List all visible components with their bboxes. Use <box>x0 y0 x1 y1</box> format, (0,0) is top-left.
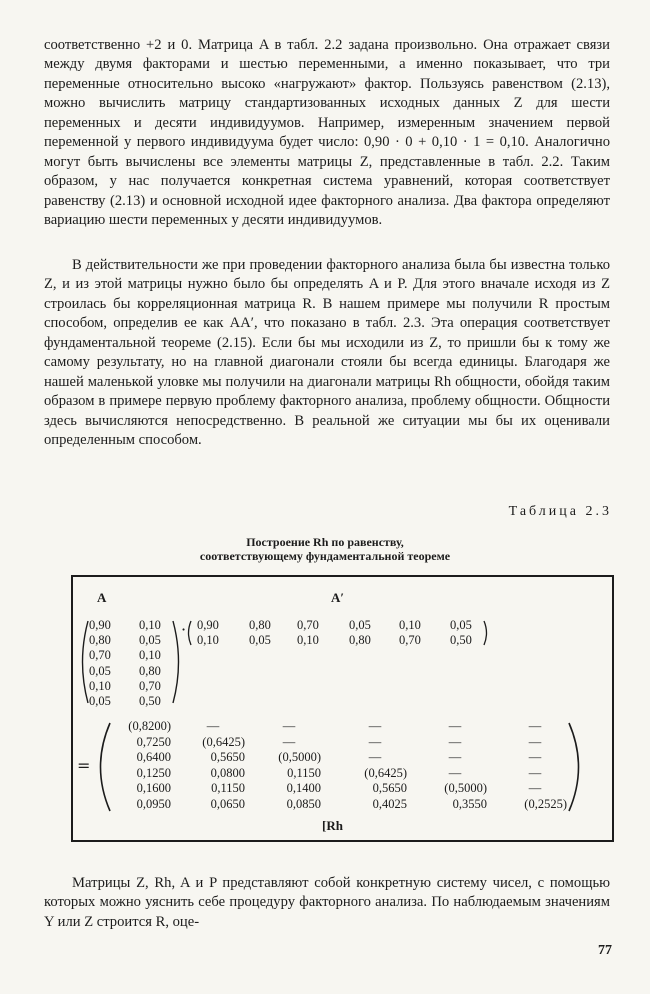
matrix-A-cell: 0,05 <box>89 694 111 708</box>
matrix-A-prime-cell: 0,10 <box>297 633 319 648</box>
matrix-A-prime-cell: 0,80 <box>249 618 271 632</box>
matrix-rh-cell: 0,6400 <box>136 750 171 765</box>
matrix-rh-cell: 0,4025 <box>372 797 407 811</box>
matrix-rh-cell: 0,0950 <box>136 797 171 811</box>
matrix-rh-cell: — <box>448 765 462 780</box>
paragraph-2 <box>44 256 610 451</box>
matrix-rh-cell: 0,1600 <box>136 781 171 796</box>
matrix-A-cell: 0,10 <box>89 678 111 693</box>
a-left-paren <box>83 621 89 703</box>
table-label: Таблица 2.3 <box>508 504 612 519</box>
table-frame <box>71 575 614 842</box>
matrix-rh-cell: — <box>368 750 382 765</box>
matrix-A-prime-cell: 0,05 <box>349 618 371 632</box>
paragraph-1-text: соответственно +2 и 0. Матрица A в табл. 2.2 задана произвольно. Она отражает связи между двумя факторами и шестью переменными, а именно показывает, что три переменные относительно высоко «нагружают» фактор. Пользуясь равенством (2.13), можно вычислить матрицу стандартизованных исходных данных Z для шести переменных и десяти индивидуумов. Например, измеренным значением первой переменной у первого индивидуума будет число: 0,90 · 0 + 0,10 · 1 = 0,10. Аналогично могут быть вычислены все элементы матрицы Z, представленные в табл. 2.2. Таким образом, у нас получается конкретная система уравнений, которая соответствует равенству (2.13) и основной исходной идее факторного анализа. Два фактора определяют вариацию шести переменных у десяти индивидуумов. <box>44 37 610 229</box>
matrix-rh-cell: (0,8200) <box>128 719 171 733</box>
page-number: 77 <box>598 943 612 958</box>
matrix-rh-cell: 0,5650 <box>372 781 407 796</box>
matrix-rh-cell: 0,1400 <box>286 781 321 796</box>
matrix-rh-cell: 0,7250 <box>136 734 171 749</box>
matrix-rh-cell: — <box>448 750 462 765</box>
matrix-A-cell: 0,70 <box>89 648 111 663</box>
paragraph-3-text: Матрицы Z, Rh, A и P представляют собой конкретную систему чисел, с помощью которых можно уяснить себе процедуру факторного анализа. По наблюдаемым значениям Y или Z строится R, оце- <box>44 875 610 930</box>
matrix-A-cell: 0,50 <box>139 694 161 708</box>
paragraph-2-text: В действительности же при проведении факторного анализа была бы известна только Z, и из этой матрицы нужно было бы определять A и P. Для этого вначале исходя из Z строилась бы корреляционная матрица R. В нашем примере мы получили R простым способом, определив ее как AA′, что показано в табл. 2.3. Эта операция соответствует фундаментальной теореме (2.15). Если бы мы исходили из Z, то пришли бы к тому же самому результату, но на главной диагонали стояли бы всегда единицы. Благодаря же нашей маленькой уловке мы получили на диагонали матрицы Rh общности, обойдя таким образом в примере первую проблему факторного анализа, проблему общности. Общности здесь вычисляются непосредственно. В реальной же ситуации мы бы их оценивали определенным способом. <box>44 257 610 449</box>
matrix-rh-cell: 0,1250 <box>136 765 171 780</box>
matrix-rh-cell: 0,1150 <box>287 765 321 780</box>
matrix-A-cell: 0,10 <box>139 648 161 663</box>
matrix-rh-cell: — <box>368 734 382 749</box>
matrix-rh-cell: 0,3550 <box>452 797 487 811</box>
matrix-a-prime-label: A′ <box>331 590 345 605</box>
matrix-rh-cell: (0,6425) <box>202 734 245 749</box>
matrix-A-prime-cell: 0,05 <box>249 633 271 648</box>
matrix-rh-cell: — <box>368 719 382 733</box>
matrix-A-prime-cell: 0,70 <box>399 633 421 648</box>
table-title-line-2: соответствующему фундаментальной теореме <box>199 549 451 563</box>
rh-right-paren <box>569 723 579 811</box>
a-right-paren <box>173 621 179 703</box>
matrix-rh-cell: (0,6425) <box>364 765 407 780</box>
matrix-rh-cell: (0,5000) <box>278 750 321 765</box>
matrix-rh-cell: — <box>528 765 542 780</box>
paragraph-3 <box>44 874 610 932</box>
multiplication-dot: · <box>181 620 187 639</box>
matrix-rh-cell: 0,0650 <box>210 797 245 811</box>
matrix-rh-cell: — <box>528 781 542 796</box>
matrix-rh-cell: 0,0800 <box>210 765 245 780</box>
a-prime-left-paren <box>189 621 192 645</box>
matrix-rh-cell: — <box>448 719 462 733</box>
matrix-rh-cell: 0,5650 <box>210 750 245 765</box>
matrix-rh-cell: — <box>282 734 296 749</box>
a-prime-right-paren <box>484 621 487 645</box>
paragraph-1 <box>44 36 610 231</box>
matrix-rh-cell: (0,5000) <box>444 781 487 796</box>
matrix-a-label: A <box>97 590 107 605</box>
matrix-rh-cell: 0,1150 <box>211 781 245 796</box>
table-title-line-1: Построение Rh по равенству, <box>246 535 404 549</box>
matrix-rh-cell: — <box>528 750 542 765</box>
matrix-A-prime-cell: 0,05 <box>450 618 472 632</box>
matrix-A-cell: 0,80 <box>89 633 111 648</box>
matrix-A-cell: 0,80 <box>139 663 161 678</box>
matrix-A-cell: 0,05 <box>139 633 161 648</box>
matrix-A-cell: 0,10 <box>139 618 161 632</box>
matrix-A-prime-cell: 0,70 <box>297 618 319 632</box>
matrix-A-cell: 0,70 <box>139 678 161 693</box>
matrix-rh-cell: (0,2525) <box>524 797 567 811</box>
matrix-A-prime-cell: 0,10 <box>399 618 421 632</box>
matrix-rh-cell: — <box>282 719 296 733</box>
matrix-rh-cell: — <box>528 719 542 733</box>
matrix-A-cell: 0,90 <box>89 618 111 632</box>
matrix-rh-cell: — <box>206 719 220 733</box>
matrix-rh-cell: — <box>448 734 462 749</box>
matrix-A-cell: 0,05 <box>89 663 111 678</box>
matrix-A-prime-cell: 0,50 <box>450 633 472 648</box>
matrix-A-prime-cell: 0,10 <box>197 633 219 648</box>
matrix-rh-label: [Rh <box>322 818 343 833</box>
matrix-rh-cell: — <box>528 734 542 749</box>
matrix-A-prime-cell: 0,80 <box>349 633 371 648</box>
matrix-rh-cell: 0,0850 <box>286 797 321 811</box>
matrix-A-prime-cell: 0,90 <box>197 618 219 632</box>
equals-sign: = <box>77 756 91 775</box>
